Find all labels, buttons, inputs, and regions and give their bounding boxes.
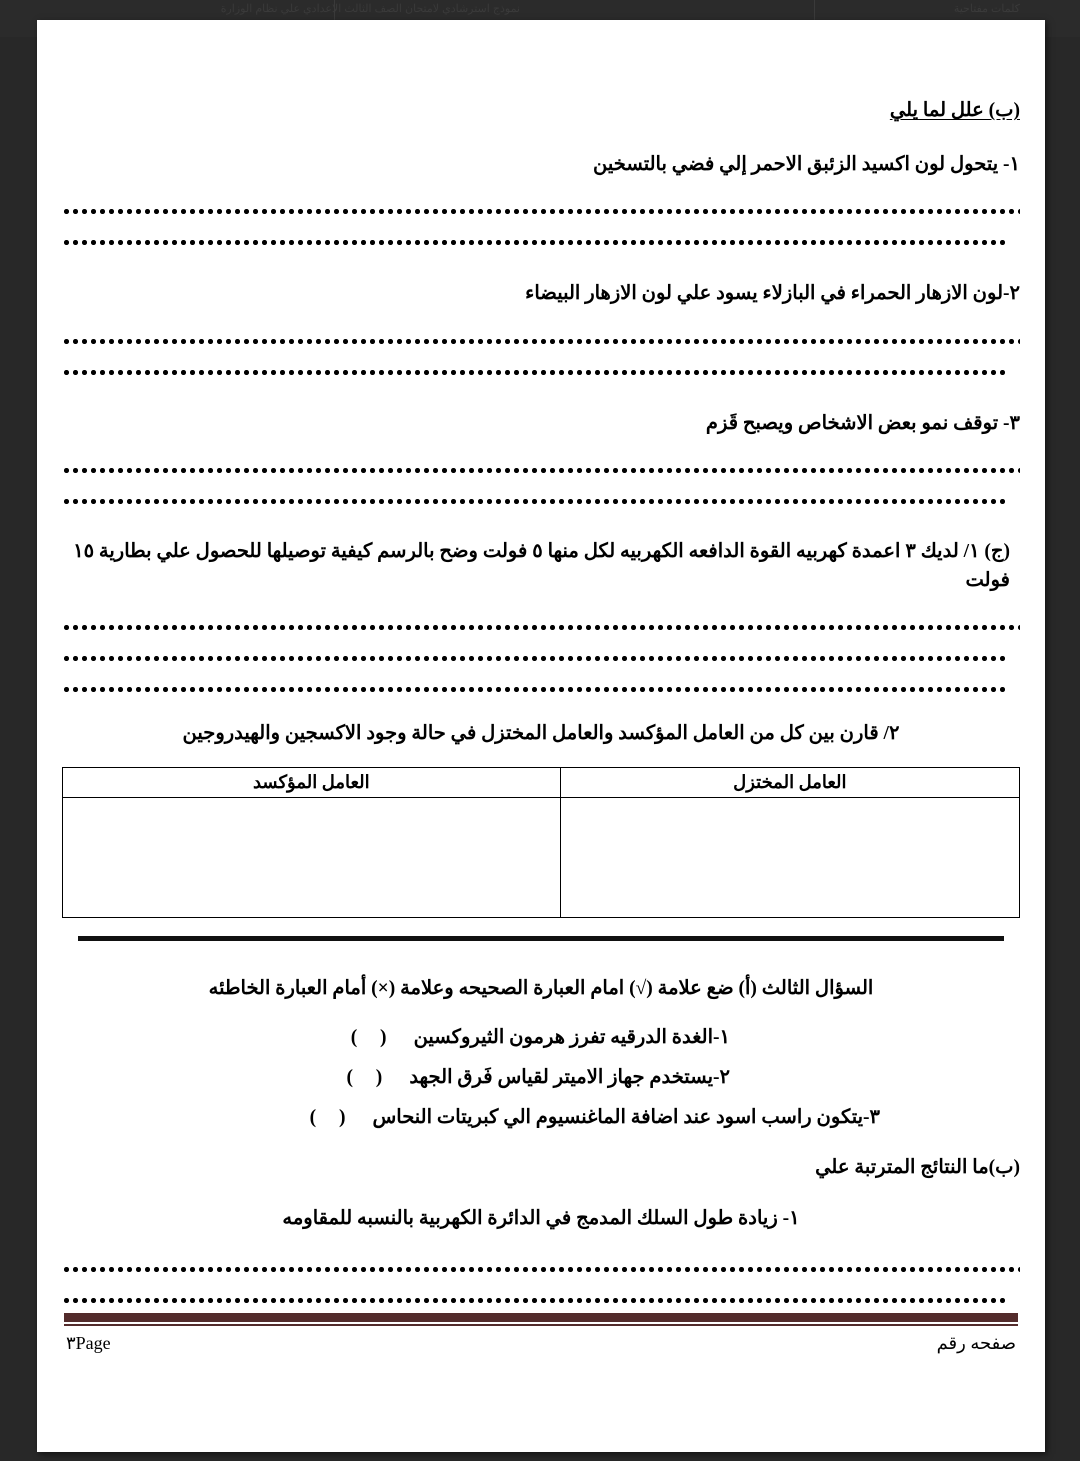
section-c-question-2: ٢/ قارن بين كل من العامل المؤكسد والعامل المختزل في حالة وجود الاكسجين والهيدروجين [182, 723, 900, 745]
table-header-row [63, 767, 1020, 797]
true-false-row [62, 1105, 1020, 1129]
section-separator-rule [78, 936, 1004, 941]
section-b-item-1: ١- يتحول لون اكسيد الزئبق الاحمر إلي فضي بالتسخين [593, 154, 1020, 175]
viewer-chrome-secondary: كلمات مفتاحية [953, 3, 1020, 15]
viewer-chrome-title: نموذج استرشادي لامتحان الصف الثالث الاعدادي علي نظام الوزارة [220, 3, 520, 15]
table-header-oxidizing-agent: العامل المؤكسد [63, 767, 561, 797]
true-false-answer-box-3[interactable]: ( ) [309, 1106, 355, 1128]
footer-rule-thick [64, 1313, 1018, 1322]
table-header-reducing-agent: العامل المختزل [560, 767, 1019, 797]
question-three-part-b-heading: (ب)ما النتائج المترتبة علي [815, 1156, 1020, 1178]
answer-line[interactable] [62, 491, 1006, 505]
section-b-item-3: ٣- توقف نمو بعض الاشخاص ويصبح قَزم [705, 412, 1020, 434]
table-cell-oxidizing-agent[interactable] [63, 797, 561, 917]
true-false-answer-box-2[interactable]: ( ) [346, 1066, 392, 1088]
answer-line[interactable] [62, 201, 1020, 215]
footer-page-label: صفحه رقم [936, 1333, 1016, 1354]
page-footer [62, 1326, 1020, 1354]
section-b-heading: (ب) علل لما يلي [889, 100, 1020, 121]
answer-line[interactable] [62, 362, 1006, 376]
true-false-statement-1: ١-الغدة الدرقيه تفرز هرمون الثيروكسين [413, 1026, 730, 1048]
answer-line[interactable] [62, 460, 1020, 474]
document-page [37, 20, 1045, 1452]
answer-line[interactable] [62, 232, 1006, 246]
true-false-answer-box-1[interactable]: ( ) [350, 1026, 396, 1048]
answer-line[interactable] [62, 648, 1006, 662]
answer-line[interactable] [62, 679, 1006, 693]
true-false-row [62, 1025, 1020, 1049]
answer-line[interactable] [62, 1290, 1006, 1304]
comparison-table [62, 767, 1020, 918]
question-three-heading: السؤال الثالث (أ) ضع علامة (√) امام العبارة الصحيحه وعلامة (×) أمام العبارة الخاطئه [208, 977, 874, 999]
true-false-statement-3: ٣-يتكون راسب اسود عند اضافة الماغنسيوم الي كبريتات النحاس [372, 1106, 880, 1128]
question-three-part-b-item-1: ١- زيادة طول السلك المدمج في الدائرة الكهربية بالنسبه للمقاومه [282, 1208, 800, 1229]
table-cell-reducing-agent[interactable] [560, 797, 1019, 917]
true-false-statement-2: ٢-يستخدم جهاز الاميتر لقياس فَرق الجهد [409, 1066, 730, 1088]
answer-line[interactable] [62, 331, 1020, 345]
table-row [63, 797, 1020, 917]
true-false-row [62, 1065, 1020, 1089]
footer-page-number: ٣Page [66, 1333, 111, 1354]
section-c-question-1: (ج) ١/ لديك ٣ اعمدة كهربيه القوة الدافعه الكهربيه لكل منها ٥ فولت وضح بالرسم كيفية توصيلها للحصول علي بطارية ١٥ فولت [73, 540, 1010, 591]
answer-line[interactable] [62, 617, 1020, 631]
footer-divider [64, 1313, 1018, 1326]
answer-line[interactable] [62, 1259, 1020, 1273]
section-b-item-2: ٢-لون الازهار الحمراء في البازلاء يسود علي لون الازهار البيضاء [525, 283, 1020, 305]
